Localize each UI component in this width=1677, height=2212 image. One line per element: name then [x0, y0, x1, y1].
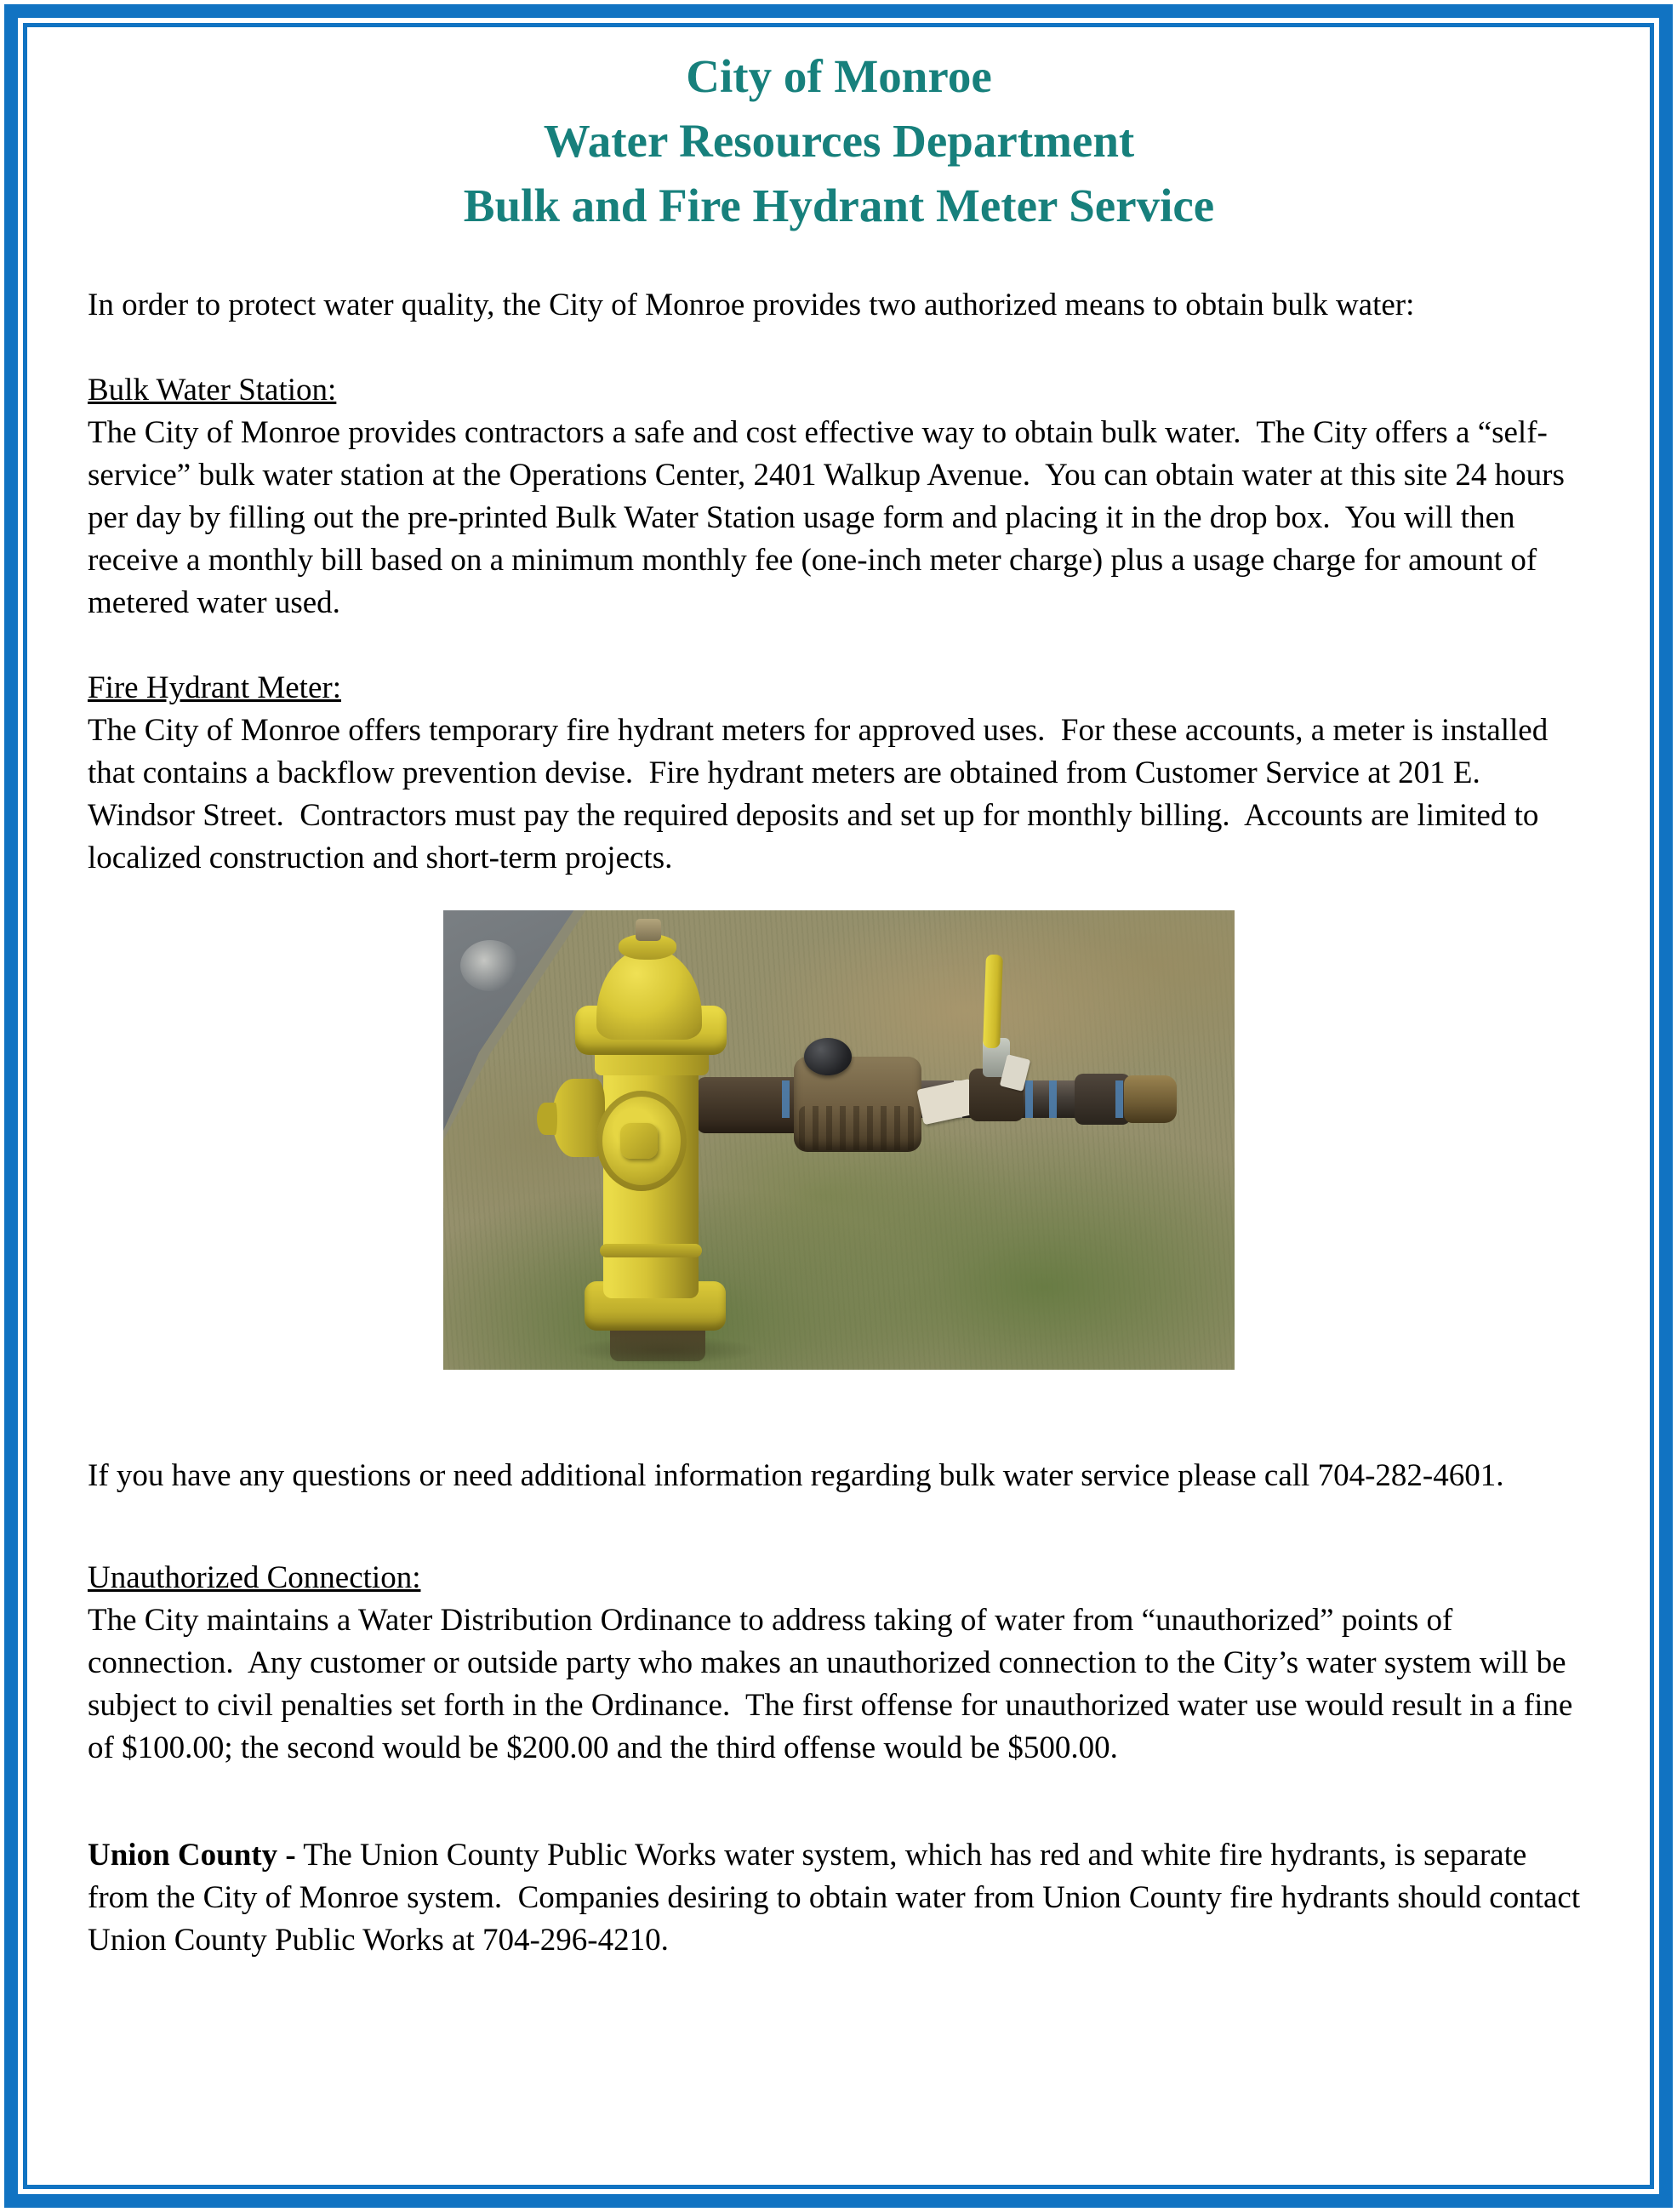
questions-paragraph: If you have any questions or need additional information regarding bulk water service please call 704-282-4601. — [88, 1458, 1504, 1493]
photo-blue-tape-stripe — [1025, 1080, 1033, 1118]
section-heading-bulk-water-station: Bulk Water Station: — [88, 373, 337, 408]
photo-blue-tape-stripe — [1115, 1080, 1123, 1118]
document-content — [27, 27, 1650, 2185]
photo-meter-ribs — [799, 1106, 916, 1150]
section-body-fire-hydrant-meter: The City of Monroe offers temporary fire hydrant meters for approved uses. For these accounts, a meter is installed that contains a backflow prevention devise. Fire hydrant meters are obtained from Customer Service at 201 E. Windsor Street. Contractors must pay the required deposits and set up for monthly billing. Accounts are limited to localized construction and short-term projects. — [88, 713, 1556, 875]
union-county-text: The Union County Public Works water system, which has red and white fire hydrants, is separate from the City of Monroe system. Companies desiring to obtain water from Union County fire hydrants should contact Union County Public Works at 704-296-4210. — [88, 1838, 1589, 1958]
photo-hydrant-dome — [596, 948, 702, 1040]
section-heading-unauthorized-connection: Unauthorized Connection: — [88, 1560, 421, 1595]
intro-paragraph: In order to protect water quality, the City of Monroe provides two authorized means to obtain bulk water: — [88, 288, 1415, 322]
union-county-paragraph — [88, 1834, 1590, 1962]
union-county-label: Union County - — [88, 1838, 296, 1873]
photo-blue-tape-stripe — [782, 1080, 790, 1118]
section-body-unauthorized-connection: The City maintains a Water Distribution Ordinance to address taking of water from “unauthorized” points of connection. Any customer or outside party who makes an unauthorized connection to the City’s water system will be subject to civil penalties set forth in the Ordinance. The first offense for unauthorized water use would result in a fine of $100.00; the second would be $200.00 and the third offense would be $500.00. — [88, 1603, 1581, 1765]
title-line-city: City of Monroe — [686, 50, 992, 102]
hydrant-photo — [443, 910, 1235, 1370]
photo-blue-tape-stripe — [1049, 1080, 1057, 1118]
photo-meter-register-cap — [804, 1038, 852, 1075]
photo-pipe-connector — [697, 1077, 807, 1133]
section-body-bulk-water-station: The City of Monroe provides contractors a safe and cost effective way to obtain bulk water. The City offers a “self-service” bulk water station at the Operations Center, 2401 Walkup Avenue. You can obtain water at this site 24 hours per day by filling out the pre-printed Bulk Water Station usage form and placing it in the drop box. You will then receive a monthly bill based on a minimum monthly fee (one-inch meter charge) plus a usage charge for amount of metered water used. — [88, 415, 1573, 620]
photo-pipe-end-fitting — [1124, 1075, 1177, 1123]
title-line-service: Bulk and Fire Hydrant Meter Service — [463, 180, 1215, 231]
photo-hydrant-outlet-nut — [620, 1123, 658, 1159]
photo-hydrant-side-nozzle-tip — [537, 1103, 557, 1135]
photo-road-paint-marks — [460, 940, 520, 991]
document-title — [88, 44, 1590, 238]
title-line-department: Water Resources Department — [543, 115, 1135, 167]
photo-hydrant-operating-nut — [636, 919, 661, 941]
photo-yellow-valve-handle — [983, 955, 1003, 1049]
section-heading-fire-hydrant-meter: Fire Hydrant Meter: — [88, 670, 341, 705]
photo-hydrant-barrel-ring — [600, 1244, 702, 1257]
